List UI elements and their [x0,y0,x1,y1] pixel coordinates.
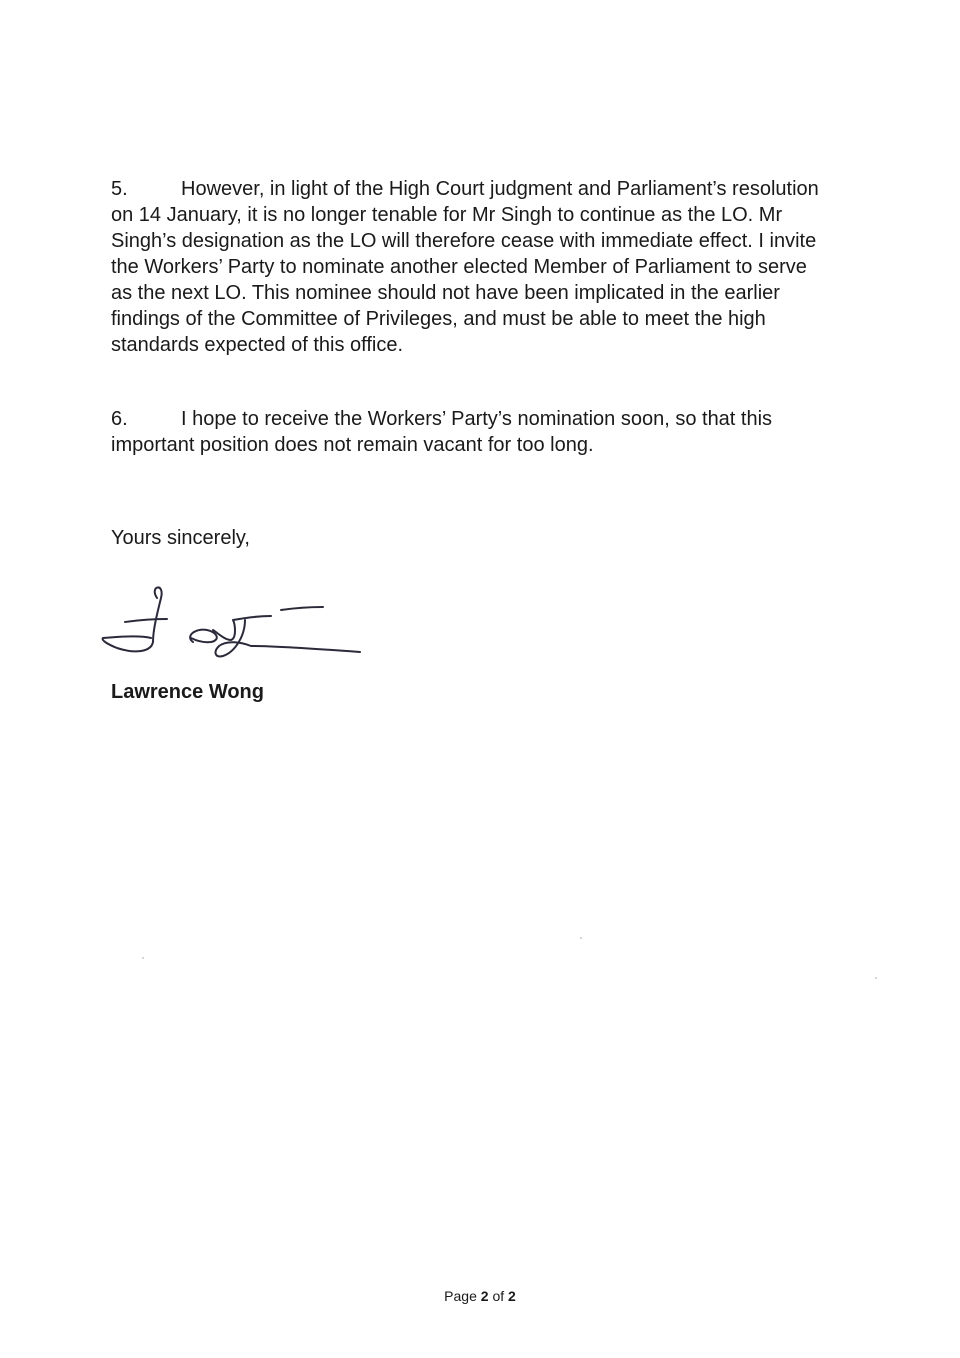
paragraph-5 [111,176,821,358]
scan-speck [875,977,877,979]
scan-speck [142,957,144,959]
page-footer [0,1287,960,1305]
scan-speck [580,937,582,939]
signatory-name: Lawrence Wong [111,681,264,703]
page-of-label: of [492,1288,505,1304]
paragraph-number: 6. [111,408,128,430]
paragraph-text: However, in light of the High Court judgment and Parliament’s resolution on 14 January, it is no longer tenable for Mr Singh to continue as the LO. Mr Singh’s designation as the LO will therefore cease with immediate effect. I invite the Workers’ Party to nominate another elected Member of Parliament to serve as the next LO. This nominee should not have been implicated in the earlier findings of the Committee of Privileges, and must be able to meet the high standards expected of this office. [111,178,819,356]
paragraph-text: I hope to receive the Workers’ Party’s nomination soon, so that this important position does not remain vacant for too long. [111,408,773,456]
current-page-number: 2 [480,1288,489,1304]
closing-salutation: Yours sincerely, [111,527,250,549]
total-page-number: 2 [508,1288,516,1304]
paragraph-6 [111,406,821,458]
paragraph-number: 5. [111,178,128,200]
page-label: Page [444,1288,477,1304]
handwritten-signature [95,580,370,680]
